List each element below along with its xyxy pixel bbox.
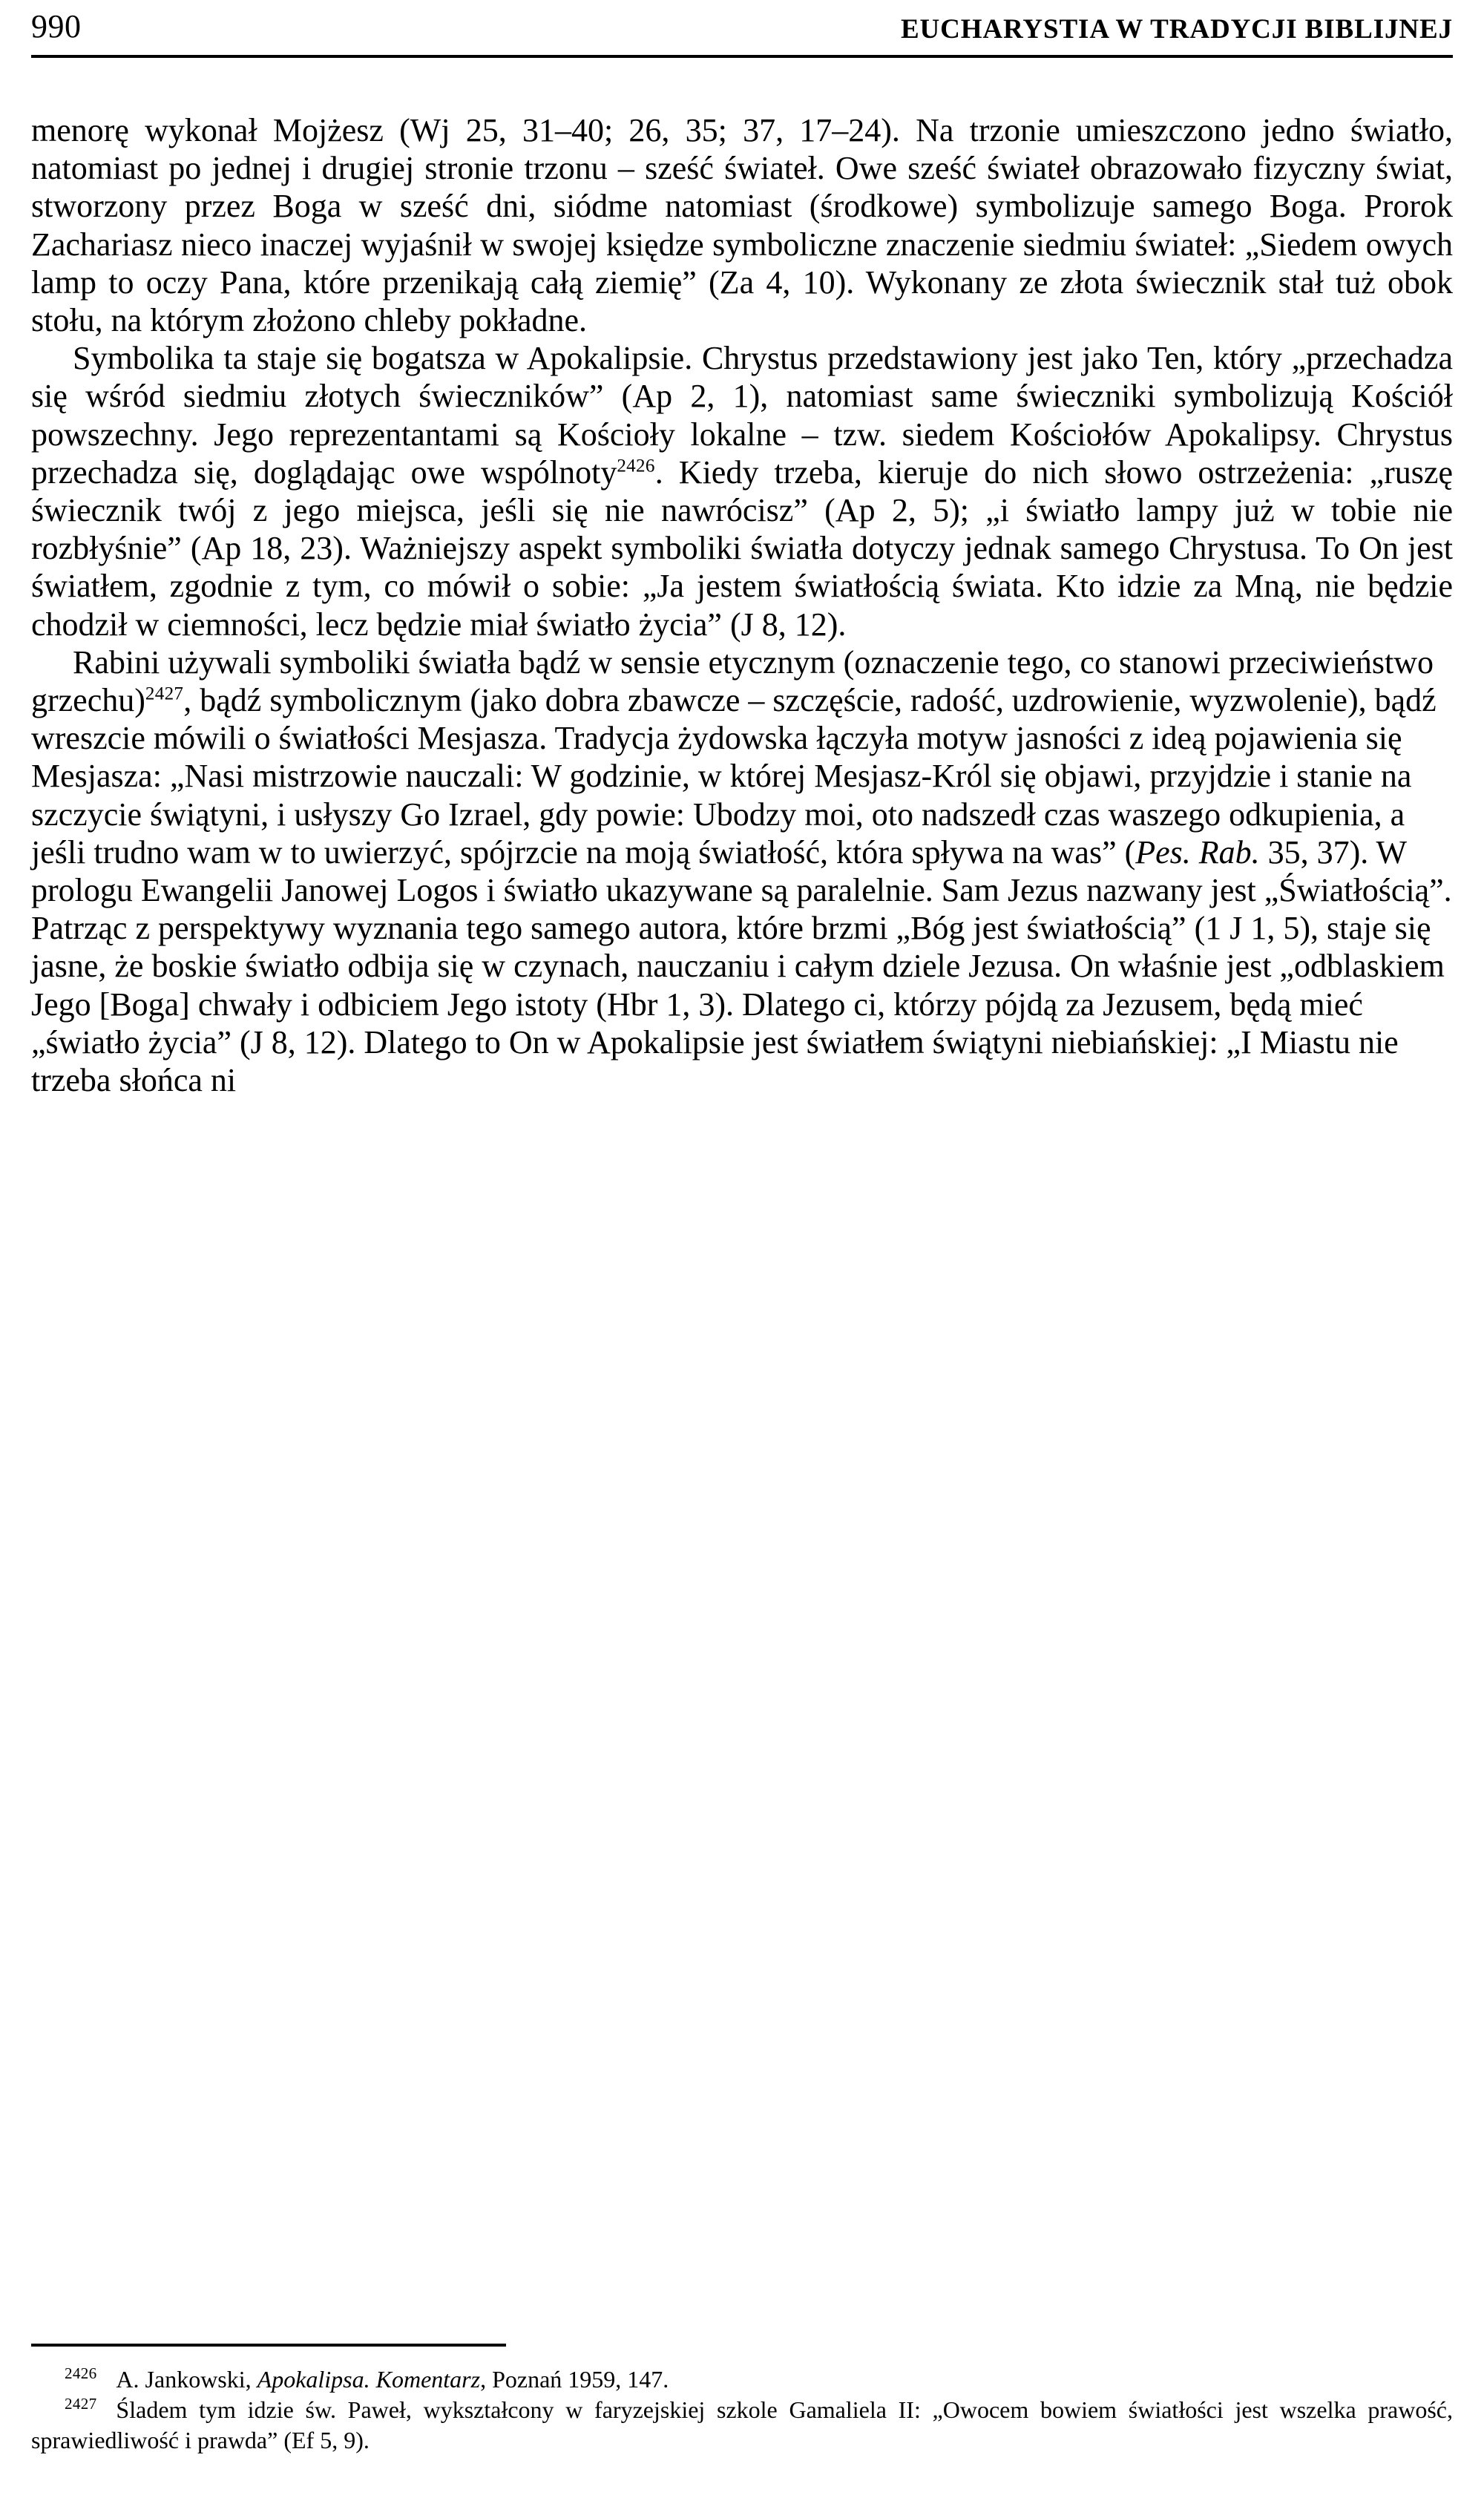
footnote-2426: [31, 2364, 1453, 2395]
paragraph-text: 35, 37). W prologu Ewangelii Janowej Logos i światło ukazywane są paralelnie. Sam Jezus nazwany jest „Światłością”. Patrząc z perspektywy wyznania tego samego autora, które brzmi „Bóg jest światłością” (1 J 1, 5), staje się jasne, że boskie światło odbija się w czynach, nauczaniu i całym dziele Jezusa. On właśnie jest „odblaskiem Jego [Boga] chwały i odbiciem Jego istoty (Hbr 1, 3). Dlatego ci, którzy pójdą za Jezusem, będą mieć „światło życia” (J 8, 12). Dlatego to On w Apokalipsie jest światłem świątyni niebiańskiej: „I Miastu nie trzeba słońca ni: [31, 833, 1452, 1099]
footnote-number: 2426: [65, 2364, 97, 2383]
paragraph-text: Rabini używali symboliki światła bądź w sensie etycznym (oznaczenie tego, co stanowi przeciwieństwo grzechu): [31, 643, 1434, 719]
paragraph-text: Symbolika ta staje się bogatsza w Apokalipsie. Chrystus przedstawiony jest jako Ten, który „przechadza się wśród siedmiu złotych świeczników” (Ap 2, 1), natomiast same świeczniki symbolizują Kościół powszechny. Jego reprezentantami są Kościoły lokalne – tzw. siedem Kościołów Apokalipsy. Chrystus przechadza się, doglądając owe wspólnoty: [31, 340, 1453, 491]
footnote-title-italic: Apokalipsa. Komentarz: [257, 2366, 481, 2393]
footnote-reference-2427[interactable]: 2427: [145, 683, 184, 704]
body-text: [31, 111, 1453, 1099]
paragraph-text: . Kiedy trzeba, kieruje do nich słowo ostrzeżenia: „ruszę świecznik twój z jego miejsca, jeśli się nie nawrócisz” (Ap 2, 5); „i światło lampy już w tobie nie rozbłyśnie” (Ap 18, 23). Ważniejszy aspekt symboliki światła dotyczy jednak samego Chrystusa. To On jest światłem, zgodnie z tym, co mówił o sobie: „Ja jestem światłością świata. Kto idzie za Mną, nie będzie chodził w ciemności, lecz będzie miał światło życia” (J 8, 12).: [31, 453, 1453, 643]
paragraph-continuation: [31, 111, 1453, 339]
footnote-number: 2427: [65, 2395, 97, 2413]
page-number: 990: [31, 8, 82, 45]
footnote-area: [31, 2364, 1453, 2456]
paragraph-rabini: [31, 643, 1453, 1099]
running-title: EUCHARYSTIA W TRADYCJI BIBLIJNEJ: [900, 14, 1453, 45]
citation-abbreviation: Pes. Rab.: [1135, 833, 1260, 871]
paragraph-text: , bądź symbolicznym (jako dobra zbawcze – szczęście, radość, uzdrowienie, wyzwolenie), bądź wreszcie mówili o światłości Mesjasza. Tradycja żydowska łączyła motyw jasności z ideą pojawienia się Mesjasza: „Nasi mistrzowie nauczali: W godzinie, w której Mesjasz-Król się objawi, przyjdzie i stanie na szczycie świątyni, i usłyszy Go Izrael, gdy powie: Ubodzy moi, oto nadszedł czas waszego odkupienia, a jeśli trudno wam w to uwierzyć, spójrzcie na moją światłość, która spływa na was” (: [31, 682, 1437, 871]
footnote-text: Śladem tym idzie św. Paweł, wykształcony w faryzejskiej szkole Gamaliela II: „Owocem bowiem światłości jest wszelka prawość, sprawiedliwość i prawda” (Ef 5, 9).: [31, 2396, 1453, 2453]
footnote-text: , Poznań 1959, 147.: [480, 2366, 669, 2393]
paragraph-symbolika: [31, 339, 1453, 643]
running-head: [31, 6, 1453, 52]
footnote-separator-rule: [31, 2344, 506, 2347]
footnote-2427: [31, 2395, 1453, 2456]
footnote-reference-2426[interactable]: 2426: [617, 456, 655, 476]
header-divider-rule: [31, 55, 1453, 58]
paragraph-text: menorę wykonał Mojżesz (Wj 25, 31–40; 26, 35; 37, 17–24). Na trzonie umieszczono jedno światło, natomiast po jednej i drugiej stronie trzonu – sześć świateł. Owe sześć świateł obrazowało fizyczny świat, stworzony przez Boga w sześć dni, siódme natomiast (środkowe) symbolizuje samego Boga. Prorok Zachariasz nieco inaczej wyjaśnił w swojej księdze symboliczne znaczenie siedmiu świateł: „Siedem owych lamp to oczy Pana, które przenikają całą ziemię” (Za 4, 10). Wykonany ze złota świecznik stał tuż obok stołu, na którym złożono chleby pokładne.: [31, 112, 1453, 339]
footnote-text: A. Jankowski,: [116, 2366, 257, 2393]
